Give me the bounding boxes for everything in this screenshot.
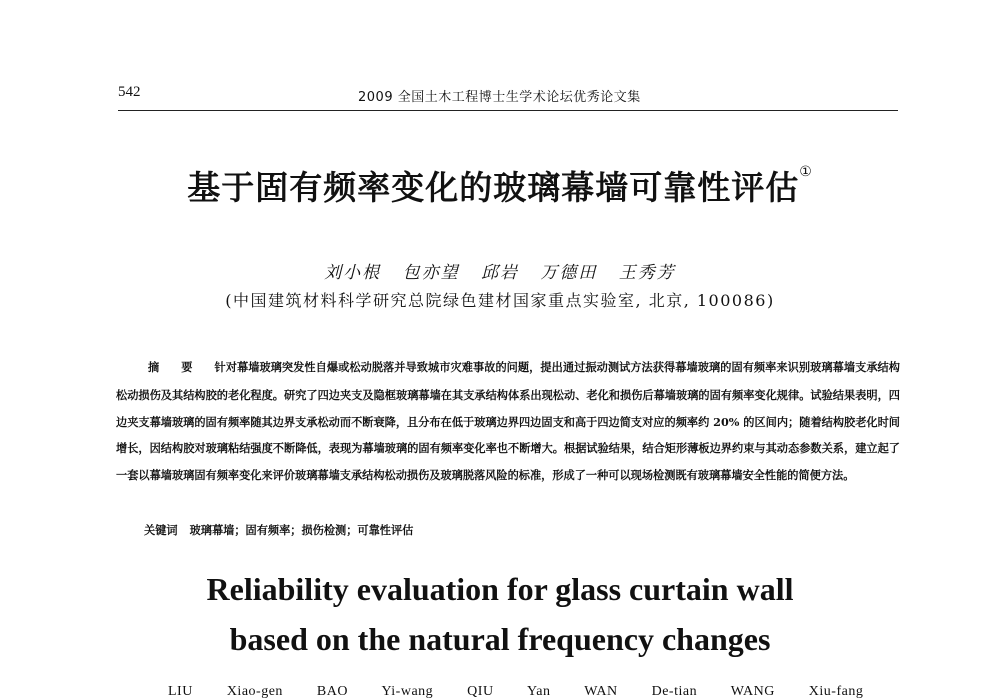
abstract-block (116, 354, 900, 489)
keywords-label: 关键词 (144, 524, 178, 537)
abstract-label: 摘要 (148, 361, 215, 374)
keywords-text: 玻璃幕墙；固有频率；损伤检测；可靠性评估 (189, 523, 414, 537)
author-list-en: LIU Xiao-gen BAO Yi-wang QIU Yan WAN De-tian WANG Xiu-fang (168, 684, 864, 699)
page-number: 542 (118, 84, 141, 100)
author-list-cn: 刘小根 包亦望 邱岩 万德田 王秀芳 (324, 263, 676, 283)
paper-title-cn (0, 162, 1000, 209)
paper-title-en-line2: based on the natural frequency changes (229, 621, 771, 657)
paper-title-en (0, 564, 1000, 664)
paper-title-cn-text: 基于固有频率变化的玻璃幕墙可靠性评估 (187, 168, 800, 207)
title-footnote-marker: ① (799, 164, 813, 180)
paper-title-en-line1: Reliability evaluation for glass curtain wall (206, 571, 794, 607)
affiliation-cn: (中国建筑材料科学研究总院绿色建材国家重点实验室, 北京, 100086) (225, 291, 775, 310)
running-header (118, 84, 898, 106)
header-rule (118, 110, 898, 111)
abstract-text: 针对幕墙玻璃突发性自爆或松动脱落并导致城市灾难事故的问题，提出通过振动测试方法获得幕墙玻璃的固有频率来识别玻璃幕墙支承结构松动损伤及其结构胶的老化程度。研究了四边夹支及隐框玻璃幕墙在其支承结构体系出现松动、老化和损伤后幕墙玻璃的固有频率变化规律。试验结果表明，四边夹支幕墙玻璃的固有频率随其边界支承松动而不断衰降，且分布在低于玻璃边界四边固支和高于四边简支对应的频率约 20% 的区间内；随着结构胶老化时间增长，因结构胶对玻璃粘结强度不断降低，表现为幕墙玻璃的固有频率变化率也不断增大。根据试验结果，结合矩形薄板边界约束与其动态参数关系，建立起了一套以幕墙玻璃固有频率变化来评价玻璃幕墙支承结构松动损伤及玻璃脱落风险的标准，形成了一种可以现场检测既有玻璃幕墙安全性能的简便方法。 (116, 360, 900, 483)
keywords-block (144, 520, 904, 541)
journal-title: 2009 全国土木工程博士生学术论坛优秀论文集 (358, 90, 641, 105)
